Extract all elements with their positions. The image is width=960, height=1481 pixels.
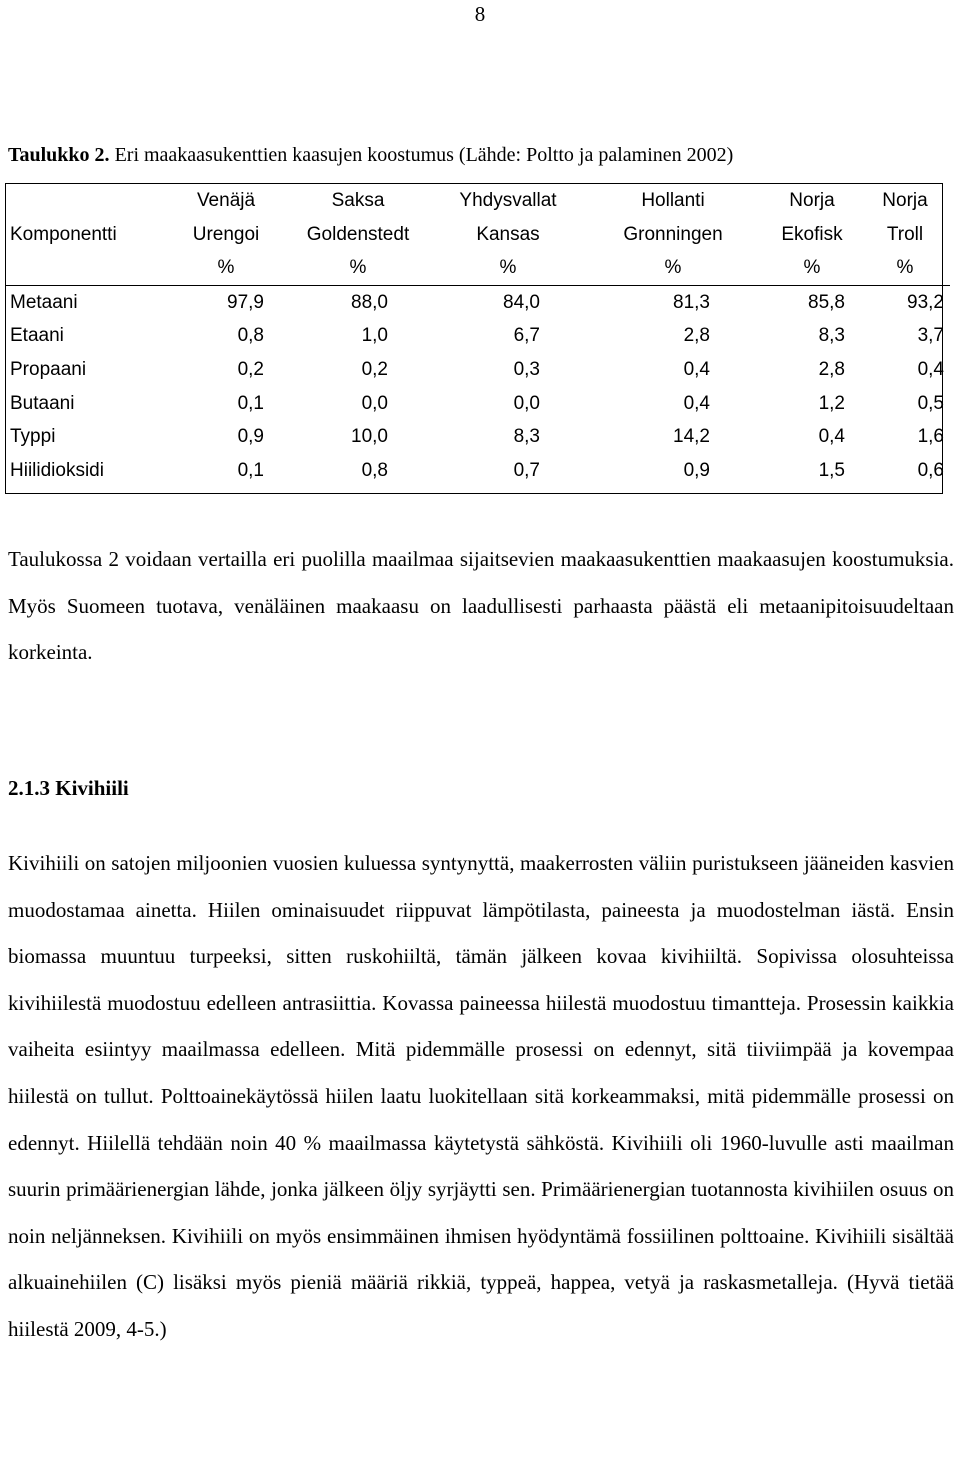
value-cell: 0,1 [237, 459, 264, 481]
value-cell: 93,2 [907, 291, 944, 313]
value-cell: 85,8 [808, 291, 845, 313]
value-cell: 0,8 [361, 459, 388, 481]
value-cell: 0,9 [237, 426, 264, 448]
value-cell: 8,3 [513, 426, 540, 448]
header-cell: % [434, 251, 582, 285]
caption-text: Eri maakaasukenttien kaasujen koostumus (Lähde: Poltto ja palaminen 2002) [114, 144, 734, 166]
component-cell: Etaani [10, 325, 64, 347]
value-cell: 0,5 [917, 392, 944, 414]
component-cell: Typpi [10, 426, 56, 448]
coal-paragraph: Kivihiili on satojen miljoonien vuosien kuluessa syntynyttä, maakerrosten väliin puristukseen jääneiden kasvien muodostamaa ainetta. Hiilen ominaisuudet riippuvat lämpötilasta, paineesta ja muodostelman iästä. Ensin biomassa muuntuu turpeeksi, sitten ruskohiiltä, tämän jälkeen kovaa kivihiiltä. Sopivissa olosuhteissa kivihiilestä muodostuu edelleen antrasiittia. Kovassa paineessa hiilestä muodostuu timantteja. Prosessin kaikkia vaiheita esiintyy maailmassa edelleen. Mitä pidemmälle prosessi on edennyt, sitä tiiviimpää ja kovempaa hiilestä on tullut. Polttoainekäytössä hiilen laatu luokitellaan sitä korkeammaksi, mitä pidemmälle prosessi on edennyt. Hiilellä tehdään noin 40 % maailmassa käytetystä sähköstä. Kivihiili oli 1960-luvulle asti maailman suurin primäärienergian lähde, jonka jälkeen öljy syrjäytti sen. Primäärienergian tuotannosta kivihiilen osuus on noin neljänneksen. Kivihiili on myös ensimmäinen ihmisen hyödyntämä fossiilinen polttoaine. Kivihiili sisältää alkuainehiilen (C) lisäksi myös pieniä määriä rikkiä, typpeä, happea, vetyä ja raskasmetalleja. (Hyvä tietää hiilestä 2009, 4-5.) [8, 851, 954, 1341]
value-cell: 0,6 [917, 459, 944, 481]
value-cell: 0,2 [361, 358, 388, 380]
value-cell: 0,4 [683, 358, 710, 380]
header-cell: Gronningen [623, 223, 723, 245]
header-cell: Urengoi [192, 223, 260, 245]
header-cell: Goldenstedt [306, 223, 410, 245]
header-cell [5, 184, 170, 218]
value-cell: 8,3 [818, 325, 845, 347]
header-cell: Kansas [476, 223, 540, 245]
value-cell: 0,1 [237, 392, 264, 414]
header-cell: Norja [882, 190, 928, 211]
header-cell: Hollanti [641, 190, 705, 211]
value-cell: 14,2 [673, 426, 710, 448]
table-row [5, 353, 950, 387]
header-cell: % [582, 251, 764, 285]
table-row [5, 387, 950, 421]
header-cell: Saksa [331, 190, 385, 211]
header-cell: Venäjä [196, 190, 256, 211]
value-cell: 0,4 [683, 392, 710, 414]
component-cell: Metaani [10, 291, 78, 313]
value-cell: 0,4 [917, 358, 944, 380]
value-cell: 0,0 [361, 392, 388, 414]
header-cell: % [282, 251, 434, 285]
value-cell: 1,5 [818, 459, 845, 481]
header-cell: Yhdysvallat [459, 190, 557, 211]
section-heading: 2.1.3 Kivihiili [8, 776, 129, 800]
header-cell: % [170, 251, 282, 285]
table-header-row-country [5, 184, 950, 218]
header-cell-component: Komponentti [10, 223, 117, 245]
value-cell: 0,8 [237, 325, 264, 347]
header-cell: % [764, 251, 860, 285]
value-cell: 2,8 [818, 358, 845, 380]
header-cell [5, 251, 170, 285]
page-number: 8 [474, 2, 486, 26]
value-cell: 0,9 [683, 459, 710, 481]
value-cell: 3,7 [917, 325, 944, 347]
table-header-row-field [5, 218, 950, 252]
value-cell: 0,2 [237, 358, 264, 380]
value-cell: 0,0 [513, 392, 540, 414]
value-cell: 97,9 [227, 291, 264, 313]
value-cell: 88,0 [351, 291, 388, 313]
value-cell: 84,0 [503, 291, 540, 313]
value-cell: 0,3 [513, 358, 540, 380]
table-caption [8, 143, 733, 167]
header-cell: Ekofisk [781, 223, 843, 245]
value-cell: 0,7 [513, 459, 540, 481]
value-cell: 2,8 [683, 325, 710, 347]
table-row [5, 454, 950, 488]
header-cell: % [860, 251, 950, 285]
value-cell: 1,2 [818, 392, 845, 414]
table-commentary-paragraph: Taulukossa 2 voidaan vertailla eri puolilla maailmaa sijaitsevien maakaasukenttien maakaasujen koostumuksia. Myös Suomeen tuotava, venäläinen maakaasu on laadullisesti parhaasta päästä eli metaanipitoisuudeltaan korkeinta. [8, 547, 954, 665]
value-cell: 6,7 [513, 325, 540, 347]
value-cell: 81,3 [673, 291, 710, 313]
caption-label: Taulukko 2. [8, 144, 110, 166]
table-row [5, 319, 950, 353]
component-cell: Propaani [10, 358, 87, 380]
value-cell: 1,6 [917, 426, 944, 448]
header-cell: Troll [886, 223, 924, 245]
gas-composition-table [5, 184, 950, 487]
component-cell: Hiilidioksidi [10, 459, 104, 481]
table-row [5, 420, 950, 454]
value-cell: 10,0 [351, 426, 388, 448]
value-cell: 1,0 [361, 325, 388, 347]
value-cell: 0,4 [818, 426, 845, 448]
component-cell: Butaani [10, 392, 75, 414]
table-row [5, 285, 950, 319]
header-cell: Norja [789, 190, 835, 211]
table-header-row-unit [5, 251, 950, 285]
